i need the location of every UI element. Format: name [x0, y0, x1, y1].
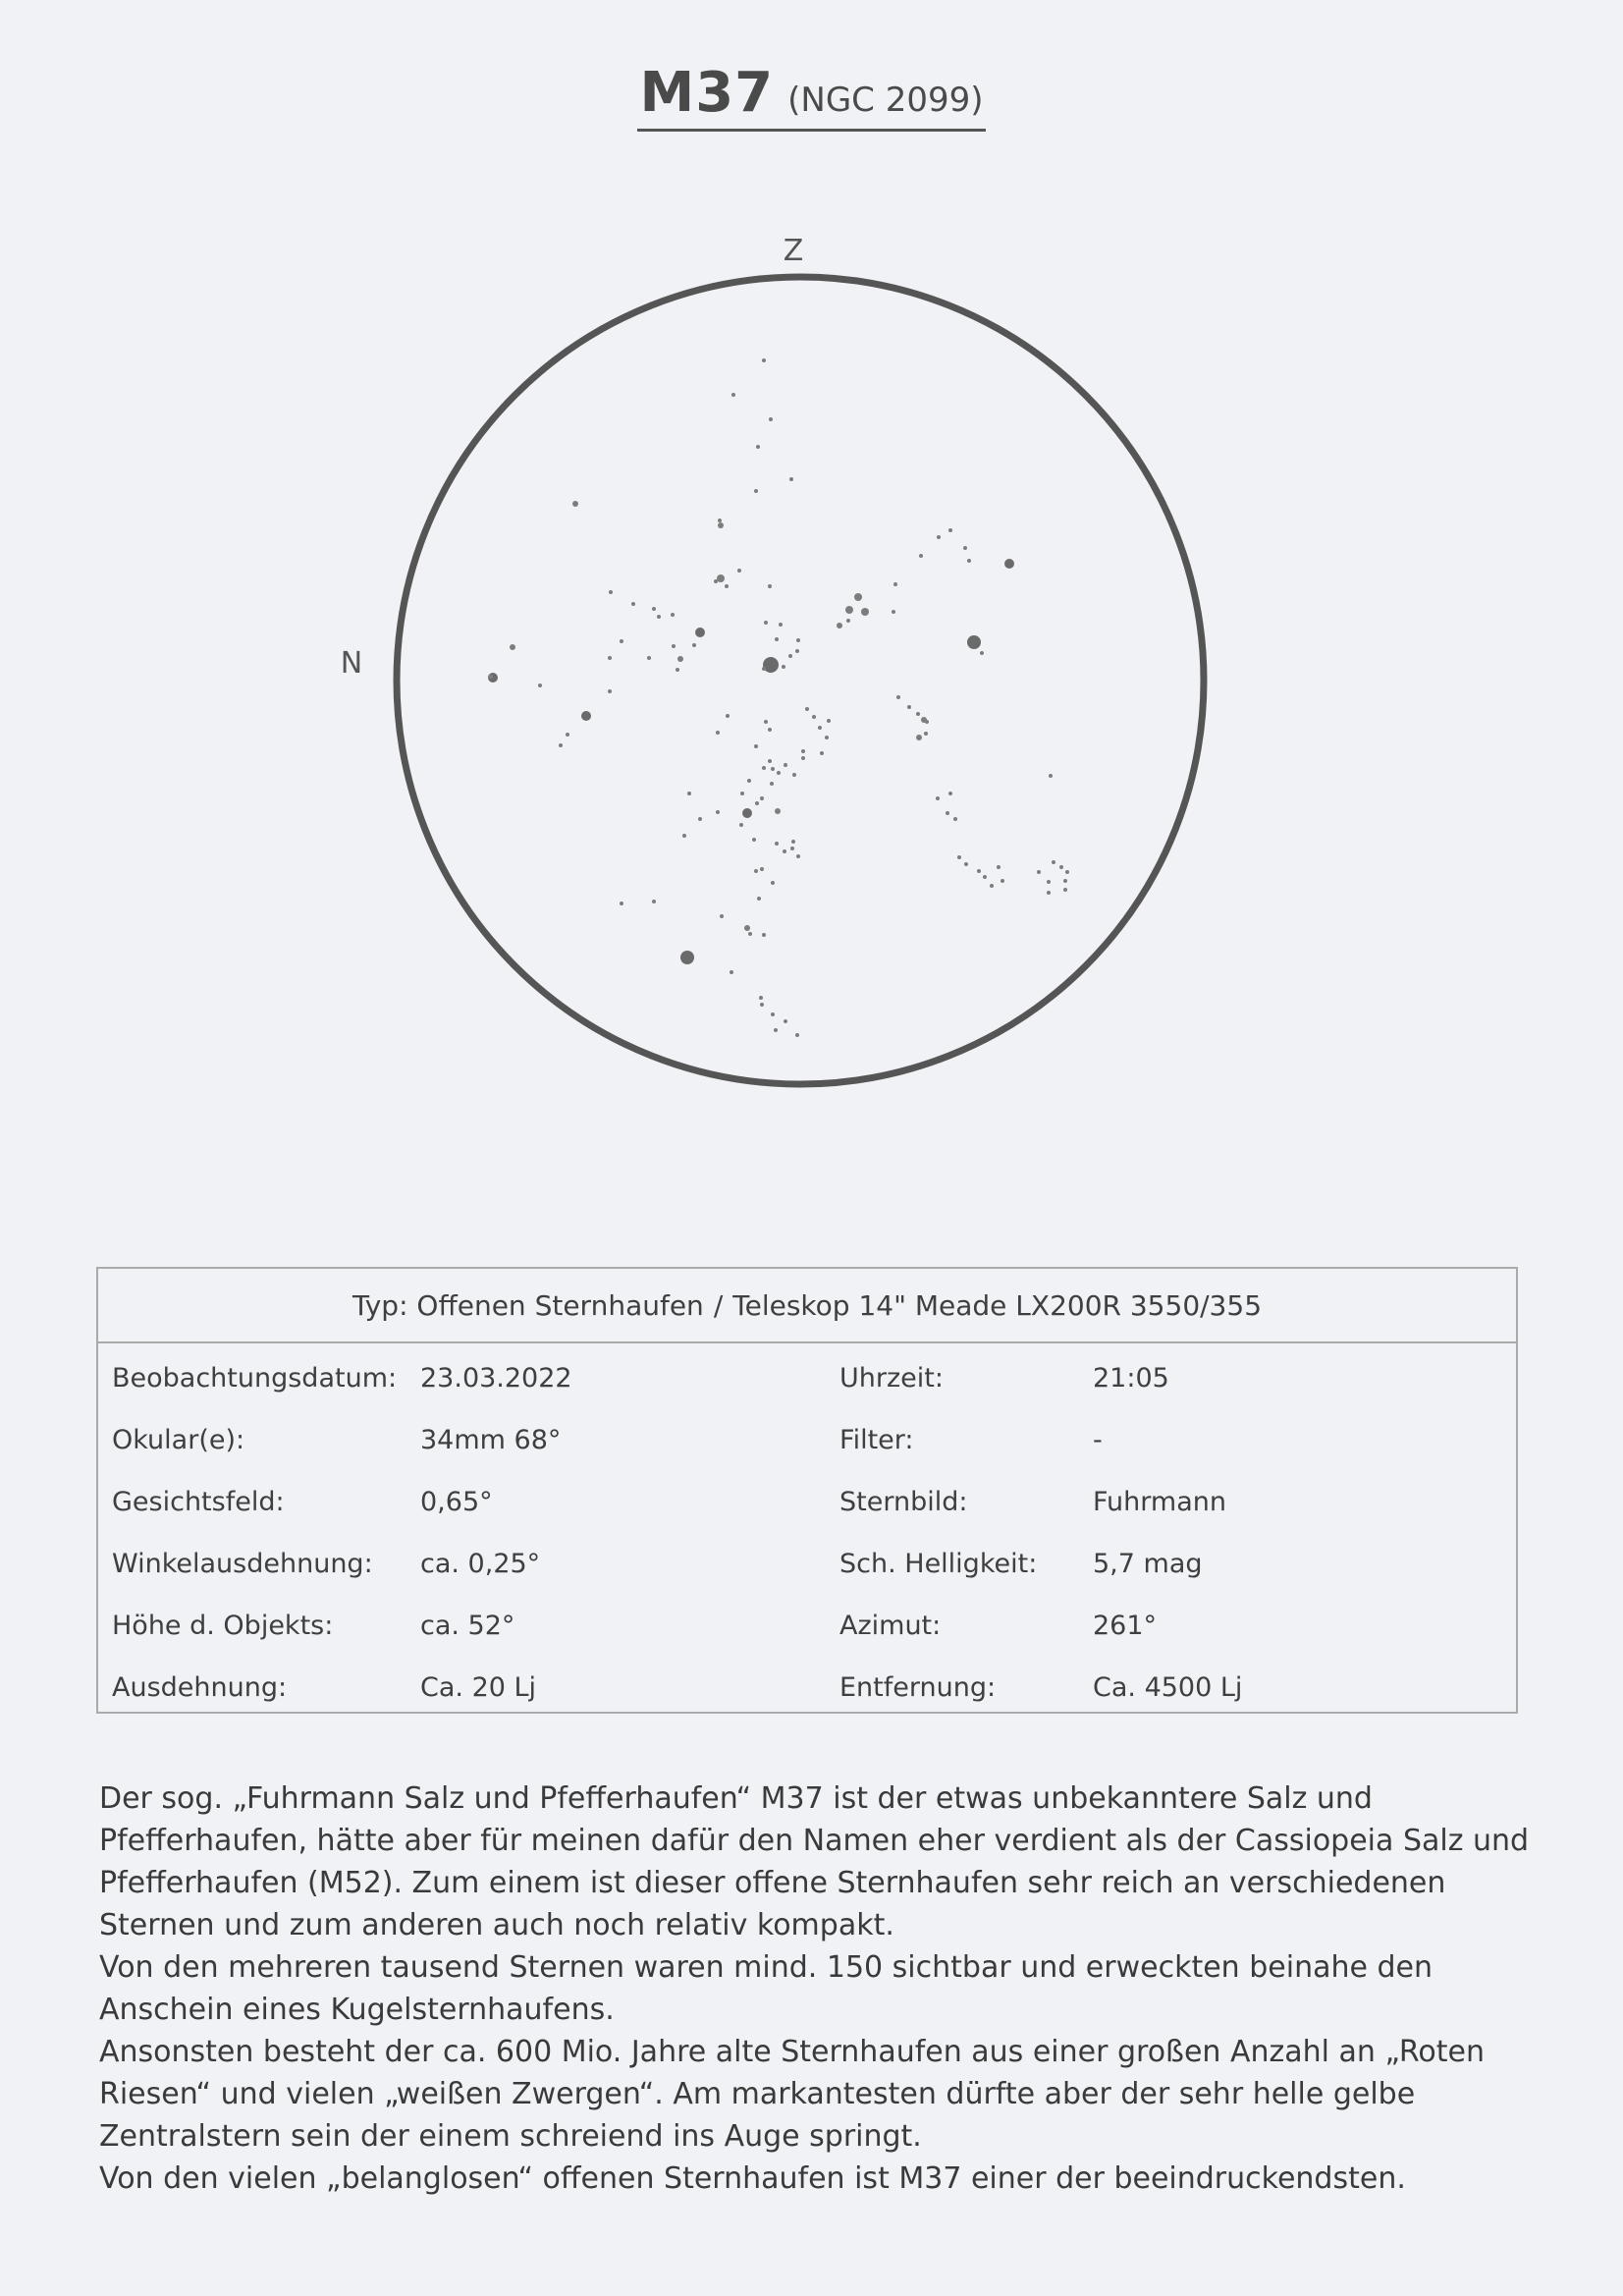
star — [907, 705, 911, 709]
table-header — [98, 1269, 1516, 1343]
star — [566, 733, 569, 737]
header-separator: / — [713, 1288, 724, 1322]
star — [791, 840, 795, 844]
star — [768, 759, 772, 763]
zenith-label: Z — [783, 234, 804, 268]
label: Winkelausdehnung: — [112, 1549, 373, 1579]
star — [964, 862, 968, 866]
star — [896, 695, 900, 699]
star — [695, 628, 705, 637]
star — [977, 869, 981, 873]
star — [754, 744, 758, 748]
star — [1047, 891, 1051, 895]
star — [916, 712, 920, 716]
star — [559, 743, 563, 747]
star — [919, 554, 923, 558]
star — [784, 1019, 787, 1023]
star — [652, 607, 656, 611]
star — [755, 801, 759, 805]
star — [717, 574, 725, 582]
star — [754, 489, 758, 493]
title-block — [0, 61, 1623, 132]
star — [620, 639, 623, 643]
star — [774, 1028, 778, 1032]
star — [768, 584, 772, 588]
star — [861, 608, 869, 616]
star — [762, 766, 766, 770]
value: Fuhrmann — [1093, 1487, 1226, 1517]
observation-table — [96, 1267, 1518, 1714]
label: Azimut: — [839, 1611, 942, 1641]
star — [730, 970, 733, 974]
star — [739, 823, 743, 827]
star — [948, 528, 952, 532]
star — [771, 881, 775, 885]
star — [762, 667, 766, 671]
label: Okular(e): — [112, 1425, 245, 1455]
star — [967, 559, 971, 563]
star — [983, 875, 987, 879]
star — [769, 417, 773, 421]
star — [777, 771, 781, 775]
star — [946, 811, 949, 815]
star — [740, 792, 744, 795]
star — [581, 711, 591, 721]
star — [801, 756, 805, 760]
star — [510, 644, 515, 650]
star — [538, 683, 542, 687]
star — [680, 951, 694, 964]
star — [784, 763, 787, 767]
field-of-view-circle — [397, 277, 1204, 1084]
description-paragraph: Ansonsten besteht der ca. 600 Mio. Jahre alte Sternhaufen aus einer großen Anzahl an „Roten Riesen“ und vielen „weißen Zwergen“. Am markantesten dürfte aber der sehr helle gelbe Zentralstern sein der einem schreiend ins Auge springt. — [99, 2035, 1485, 2154]
value: 21:05 — [1093, 1363, 1169, 1394]
star — [757, 897, 761, 901]
star — [747, 779, 751, 783]
star — [775, 637, 779, 641]
star — [572, 501, 578, 507]
star — [963, 546, 967, 550]
star — [771, 1012, 775, 1016]
star — [687, 792, 691, 795]
star — [805, 707, 809, 711]
star — [795, 649, 799, 653]
star — [957, 855, 961, 859]
star — [760, 1003, 764, 1007]
star — [763, 657, 779, 673]
page-title — [637, 61, 985, 132]
telescope: Teleskop 14" Meade LX200R 3550/355 — [732, 1288, 1263, 1322]
star — [716, 810, 720, 814]
star — [1065, 870, 1069, 874]
star — [1037, 870, 1041, 874]
star — [742, 808, 752, 818]
value: 5,7 mag — [1093, 1549, 1203, 1579]
star — [762, 933, 766, 937]
star — [1049, 774, 1053, 778]
star — [725, 584, 729, 588]
star — [812, 715, 816, 719]
star — [631, 602, 635, 606]
label: Gesichtsfeld: — [112, 1487, 285, 1517]
north-label: N — [340, 646, 363, 681]
label: Ausdehnung: — [112, 1672, 288, 1703]
star — [768, 728, 772, 732]
description — [99, 1777, 1533, 2200]
star — [948, 792, 952, 795]
star — [657, 615, 661, 619]
star — [760, 796, 764, 800]
star — [1063, 879, 1067, 883]
label: Sternbild: — [839, 1487, 968, 1517]
star — [752, 838, 756, 842]
star — [677, 656, 683, 662]
star — [788, 654, 792, 658]
star — [980, 651, 984, 655]
star — [924, 732, 928, 736]
star — [916, 735, 922, 740]
star — [744, 925, 750, 931]
star — [652, 900, 656, 903]
table-row — [112, 1672, 1506, 1712]
star — [737, 569, 741, 573]
star — [1001, 879, 1004, 883]
star — [936, 796, 940, 800]
star — [801, 749, 805, 753]
star — [748, 932, 752, 936]
star — [783, 849, 786, 853]
value: 0,65° — [420, 1487, 493, 1517]
value: - — [1093, 1425, 1103, 1455]
star — [825, 736, 829, 739]
star — [762, 358, 766, 362]
description-paragraph: Der sog. „Fuhrmann Salz und Pfefferhaufen“ M37 ist der etwas unbekanntere Salz und Pfefferhaufen, hätte aber für meinen dafür den Namen eher verdient als der Cassiopeia Salz und Pfefferhaufen (M52). Zum einem ist dieser offene Sternhaufen sehr reich an verschiedenen Sternen und zum anderen auch noch relativ kompakt. — [99, 1781, 1530, 1942]
star — [921, 717, 927, 723]
star — [676, 668, 679, 672]
description-paragraph: Von den mehreren tausend Sternen waren mind. 150 sichtbar und erweckten beinahe den Anschein eines Kugelsternhaufens. — [99, 1950, 1433, 2027]
star-field — [488, 358, 1069, 1037]
star — [790, 847, 794, 850]
star — [698, 817, 702, 821]
star — [1004, 559, 1014, 569]
star — [1063, 888, 1067, 892]
star — [846, 619, 850, 623]
star — [609, 590, 613, 594]
star — [760, 867, 764, 871]
star — [692, 643, 696, 647]
star — [718, 522, 724, 528]
star — [489, 675, 493, 679]
star — [845, 606, 853, 614]
star — [854, 593, 862, 601]
star — [796, 854, 800, 858]
label: Sch. Helligkeit: — [839, 1549, 1038, 1579]
star — [1052, 860, 1055, 864]
star — [682, 834, 686, 838]
eyepiece-sketch — [334, 221, 1276, 1124]
star — [608, 689, 612, 693]
star — [1059, 865, 1063, 869]
label: Beobachtungsdatum: — [112, 1363, 398, 1394]
value: 23.03.2022 — [420, 1363, 572, 1394]
star — [775, 808, 781, 814]
label: Filter: — [839, 1425, 914, 1455]
star — [820, 751, 824, 755]
table-row — [112, 1611, 1506, 1650]
star — [608, 656, 612, 660]
star — [718, 519, 722, 522]
table-row — [112, 1549, 1506, 1588]
star — [892, 610, 895, 614]
star — [1047, 880, 1051, 884]
star — [789, 477, 793, 481]
star — [764, 621, 768, 625]
label: Höhe d. Objekts: — [112, 1611, 334, 1641]
star — [779, 623, 783, 627]
star — [997, 865, 1001, 869]
title-sub: (NGC 2099) — [787, 81, 984, 120]
star — [795, 1033, 799, 1037]
title-main: M37 — [639, 61, 775, 125]
star — [782, 665, 785, 669]
table-row — [112, 1425, 1506, 1464]
star — [770, 782, 774, 786]
star — [759, 996, 763, 1000]
star — [771, 767, 775, 771]
label: Uhrzeit: — [839, 1363, 944, 1394]
value: Ca. 20 Lj — [420, 1672, 537, 1703]
star — [827, 719, 831, 723]
star — [792, 773, 796, 777]
star — [796, 638, 800, 642]
description-paragraph: Von den vielen „belanglosen“ offenen Sternhaufen ist M37 einer der beeindruckendsten. — [99, 2161, 1406, 2196]
value: ca. 52° — [420, 1611, 515, 1641]
star — [937, 535, 941, 539]
star — [837, 623, 842, 629]
star — [967, 635, 981, 649]
table-row — [112, 1487, 1506, 1526]
star — [893, 582, 897, 586]
table-row — [112, 1363, 1506, 1402]
value: 261° — [1093, 1611, 1158, 1641]
value: 34mm 68° — [420, 1425, 562, 1455]
star — [754, 869, 758, 873]
star — [716, 731, 720, 735]
star — [764, 720, 768, 724]
star — [671, 613, 675, 617]
star — [990, 884, 994, 888]
star — [726, 714, 730, 718]
star — [775, 842, 779, 846]
value: Ca. 4500 Lj — [1093, 1672, 1243, 1703]
star — [620, 902, 623, 905]
value: ca. 0,25° — [420, 1549, 541, 1579]
star — [953, 817, 957, 821]
star — [731, 393, 735, 397]
star — [818, 726, 822, 730]
object-type: Typ: Offenen Sternhaufen — [352, 1288, 704, 1322]
star — [720, 914, 724, 918]
star — [647, 656, 651, 660]
star — [672, 644, 676, 648]
label: Entfernung: — [839, 1672, 997, 1703]
star — [714, 579, 718, 583]
star — [756, 445, 760, 449]
